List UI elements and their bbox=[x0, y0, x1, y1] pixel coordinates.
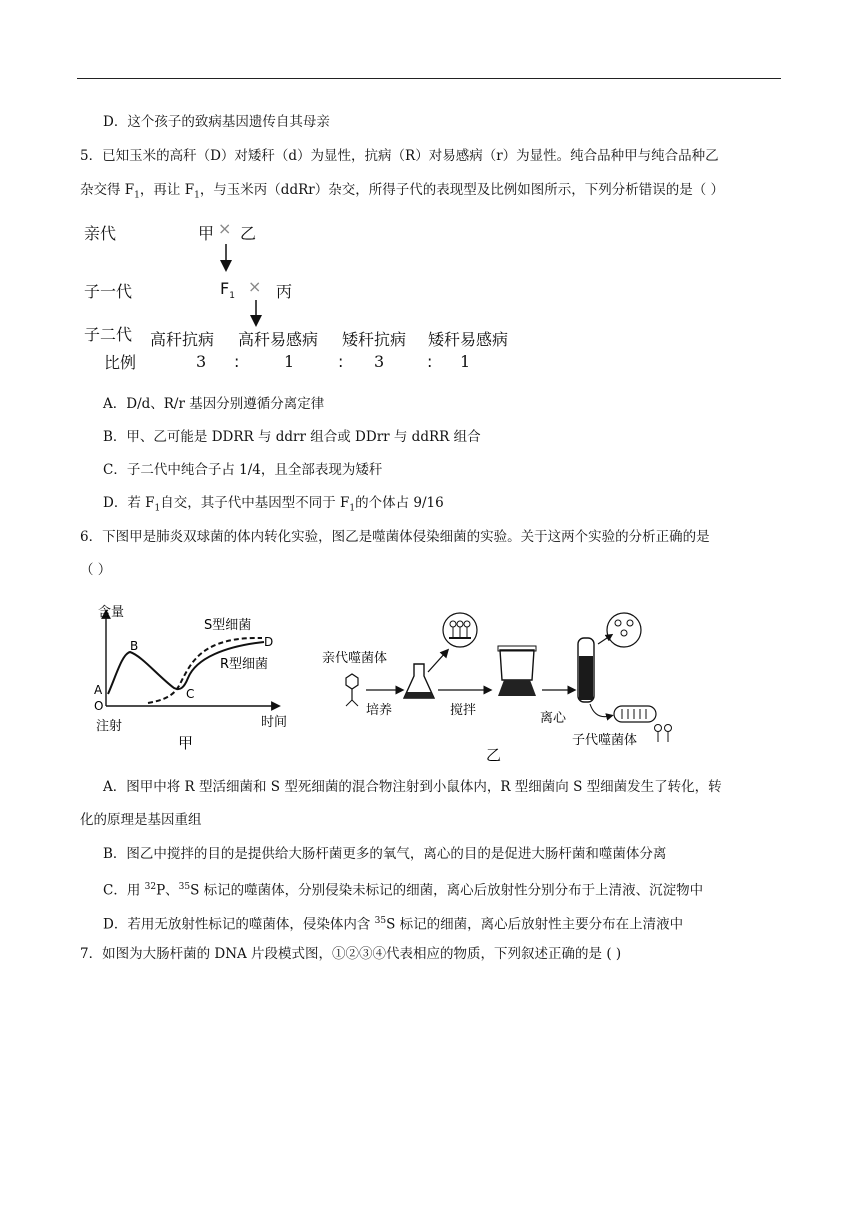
supernatant-circle-icon bbox=[607, 613, 641, 647]
q6-option-d: D．若用无放射性标记的噬菌体，侵染体内含 $^{35}$S 标记的细菌，离心后放射性主要分布在上清液中 bbox=[103, 916, 684, 933]
inject-label: 注射 bbox=[96, 719, 123, 734]
point-b-label: B bbox=[130, 639, 139, 653]
cross-symbol-1: × bbox=[218, 219, 232, 238]
q6-option-a-line1: A．图甲中将 R 型活细菌和 S 型死细菌的混合物注射到小鼠体内，R 型细菌向 S 型细菌发生了转化，转 bbox=[103, 779, 722, 795]
x-axis-label: 时间 bbox=[261, 715, 288, 730]
parent-bing: 丙 bbox=[276, 282, 293, 301]
figure-yi-experiment bbox=[310, 600, 690, 770]
q5-option-b: B．甲、乙可能是 DDRR 与 ddrr 组合或 DDrr 与 ddRR 组合 bbox=[103, 429, 481, 445]
phenotype-1: 高秆抗病 bbox=[150, 330, 215, 349]
q7-stem: 7．如图为大肠杆菌的 DNA 片段模式图，①②③④代表相应的物质，下列叙述正确的是 ( ) bbox=[80, 946, 622, 962]
row-label-parent: 亲代 bbox=[84, 224, 117, 243]
prev-option-d: D．这个孩子的致病基因遗传自其母亲 bbox=[103, 114, 330, 130]
culture-label: 培养 bbox=[366, 703, 393, 718]
centrifuge-tube-icon bbox=[578, 638, 594, 702]
phenotype-4: 矮秆易感病 bbox=[428, 330, 509, 349]
s-bacteria-label: S型细菌 bbox=[204, 618, 252, 633]
parent-phage-label: 亲代噬菌体 bbox=[322, 651, 388, 666]
cross-symbol-2: × bbox=[248, 277, 262, 296]
q5-option-a: A．D/d、R/r 基因分别遵循分离定律 bbox=[103, 396, 325, 412]
magnified-phage-circle-icon bbox=[443, 613, 477, 647]
q5-option-d: D．若 $F_1$自交，其子代中基因型不同于 $F_1$的个体占 9/16 bbox=[103, 495, 444, 514]
blender-icon bbox=[498, 646, 536, 696]
point-c-label: C bbox=[186, 687, 195, 701]
centrifuge-label: 离心 bbox=[540, 711, 567, 726]
ratio-4: 1 bbox=[460, 352, 471, 371]
parent-yi: 乙 bbox=[240, 224, 257, 243]
figure-jia-caption: 甲 bbox=[178, 734, 194, 752]
q5-option-c: C．子二代中纯合子占 1/4，且全部表现为矮秆 bbox=[103, 462, 383, 478]
q5-stem-line2: 杂交得 $F_1$，再让 $F_1$，与玉米丙（ddRr）杂交，所得子代的表现型及比例如图所示，下列分析错误的是（ ） bbox=[80, 182, 725, 201]
offspring-phage-icon bbox=[655, 725, 672, 743]
figure-jia-curve bbox=[86, 596, 296, 756]
stir-label: 搅拌 bbox=[450, 703, 477, 718]
y-axis-label: 含量 bbox=[98, 605, 125, 620]
f1-label: $F_1$ bbox=[220, 279, 235, 302]
ratio-sep-3: : bbox=[427, 352, 433, 371]
phenotype-3: 矮秆抗病 bbox=[342, 330, 407, 349]
arrow-sample bbox=[428, 652, 446, 672]
phage-icon bbox=[346, 674, 358, 706]
pellet-cell-icon bbox=[614, 706, 656, 722]
ratio-3: 3 bbox=[374, 352, 385, 371]
q6-stem-line2: （ ） bbox=[80, 562, 112, 578]
r-bacteria-label: R型细菌 bbox=[220, 657, 269, 672]
origin-label: O bbox=[94, 699, 104, 713]
offspring-phage-label: 子代噬菌体 bbox=[572, 733, 638, 748]
ratio-2: 1 bbox=[284, 352, 295, 371]
ratio-sep-2: : bbox=[338, 352, 344, 371]
q6-option-a-line2: 化的原理是基因重组 bbox=[80, 812, 202, 828]
parent-jia: 甲 bbox=[198, 224, 215, 243]
point-a-label: A bbox=[94, 683, 103, 697]
row-label-ratio: 比例 bbox=[104, 353, 137, 372]
q5-stem-line1: 5．已知玉米的高秆（D）对矮秆（d）为显性，抗病（R）对易感病（r）为显性。纯合品种甲与纯合品种乙 bbox=[80, 148, 719, 164]
point-d-label: D bbox=[264, 635, 274, 649]
q6-option-c: C．用 $^{32}$P、$^{35}$S 标记的噬菌体，分别侵染未标记的细菌，离心后放射性分别分布于上清液、沉淀物中 bbox=[103, 882, 704, 899]
q6-stem-line1: 6．下图甲是肺炎双球菌的体内转化实验，图乙是噬菌体侵染细菌的实验。关于这两个实验的分析正确的是 bbox=[80, 529, 710, 545]
row-label-f2: 子二代 bbox=[84, 325, 133, 344]
ratio-1: 3 bbox=[196, 352, 207, 371]
row-label-f1: 子一代 bbox=[84, 282, 133, 301]
phenotype-2: 高秆易感病 bbox=[238, 330, 319, 349]
cross-arrows bbox=[0, 0, 860, 380]
arrow-pellet bbox=[590, 704, 610, 717]
figure-yi-caption: 乙 bbox=[486, 746, 502, 764]
flask-icon bbox=[404, 664, 434, 698]
q6-option-b: B．图乙中搅拌的目的是提供给大肠杆菌更多的氧气，离心的目的是促进大肠杆菌和噬菌体分离 bbox=[103, 846, 667, 862]
ratio-sep-1: : bbox=[234, 352, 240, 371]
